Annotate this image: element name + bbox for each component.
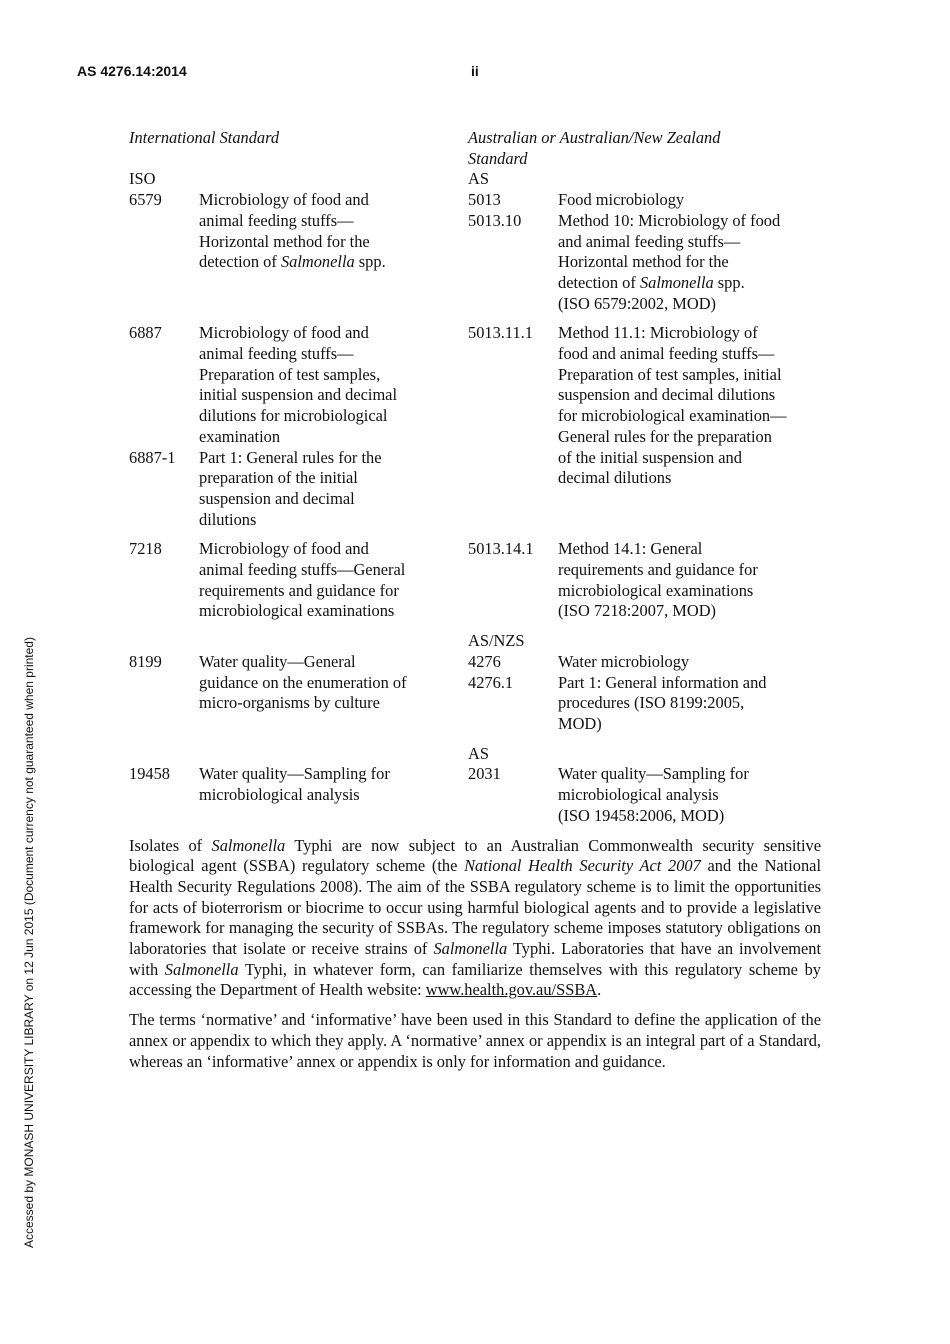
table-row-as-number: 2031 (468, 764, 501, 784)
table-row-as-title: Method 11.1: Microbiology of food and animal feeding stuffs— Preparation of test samples, initial suspension and decimal dilutions for microbiological examination— General rules for the preparation of the initial suspension and decimal dilutions (558, 323, 787, 488)
standards-table (129, 128, 821, 827)
australian-heading: Australian or Australian/New Zealand (468, 128, 721, 147)
table-row-as-title: Method 14.1: General requirements and guidance for microbiological examinations (ISO 7218:2007, MOD) (558, 539, 758, 621)
table-row-as-title: Food microbiology Method 10: Microbiology of food and animal feeding stuffs— Horizontal method for the detection of Salmonella spp. (ISO 6579:2002, MOD) (558, 190, 781, 313)
table-row-iso-title: Microbiology of food and animal feeding stuffs—General requirements and guidance for microbiological examinations (199, 539, 406, 621)
ssba-website-link[interactable]: www.health.gov.au/SSBA (425, 980, 598, 1000)
ssba-paragraph: Isolates of Salmonella Typhi are now subject to an Australian Commonwealth security sensitive biological agent (SSBA) regulatory scheme (the National Health Security Act 2007 and the National Health Security Regulations 2008). The aim of the SSBA regulatory scheme is to limit the opportunities for acts of bioterrorism or biocrime to occur using harmful biological agents and to provide a legislative framework for managing the security of SSBAs. The regulatory scheme imposes statutory obligations on laboratories that isolate or receive strains of Salmonella Typhi. Laboratories that have an involvement with Salmonella Typhi, in whatever form, can familiarize themselves with this regulatory scheme by accessing the Department of Health website: www.health.gov.au/SSBA. (129, 835, 822, 1000)
access-watermark: Accessed by MONASH UNIVERSITY LIBRARY on 12 Jun 2015 (Document currency not guaranteed when printed) (22, 637, 36, 1248)
table-row-as-number: 4276 4276.1 (468, 651, 514, 692)
table-row-iso-number: 7218 (129, 539, 162, 559)
table-row-as-number: 5013.11.1 (468, 323, 533, 343)
table-row-iso-title: Water quality—General guidance on the enumeration of micro-organisms by culture (199, 651, 407, 713)
australian-heading-cont: Standard (468, 148, 528, 168)
normative-paragraph: The terms ‘normative’ and ‘informative’ have been used in this Standard to define the application of the annex or appendix to which they apply. A ‘normative’ annex or appendix is an integral part of a Standard, whereas an ‘informative’ annex or appendix is only for information and guidance. (129, 1010, 821, 1071)
table-row-iso-title: Microbiology of food and animal feeding stuffs— Preparation of test samples, initial suspension and decimal dilutions for microbiological examination Part 1: General rules for the preparation of the initial suspension and decimal dilutions (199, 323, 398, 529)
as-label-2: AS (468, 743, 489, 763)
as-label: AS (468, 169, 489, 189)
page-content (129, 128, 821, 1089)
table-row-iso-number: 19458 (129, 764, 170, 784)
table-row-iso-title: Water quality—Sampling for microbiological analysis (199, 764, 390, 805)
table-row-as-title: Water microbiology Part 1: General information and procedures (ISO 8199:2005, MOD) (558, 651, 767, 733)
table-row-iso-title: Microbiology of food and animal feeding stuffs— Horizontal method for the detection of Salmonella spp. (199, 190, 386, 272)
table-row-as-number: 5013 5013.10 (468, 190, 522, 230)
table-row-iso-number: 8199 (129, 651, 162, 671)
table-row-iso-number: 6579 (129, 190, 162, 210)
table-row-as-number: 5013.14.1 (468, 539, 534, 559)
table-row-iso-number: 6887 6887-1 (129, 323, 176, 467)
page-number: ii (471, 63, 479, 79)
table-row-as-title: Water quality—Sampling for microbiological analysis (ISO 19458:2006, MOD) (558, 764, 749, 825)
document-id: AS 4276.14:2014 (77, 63, 187, 79)
as-nzs-label: AS/NZS (468, 631, 525, 651)
iso-label: ISO (129, 169, 156, 189)
international-heading: International Standard (129, 128, 280, 147)
